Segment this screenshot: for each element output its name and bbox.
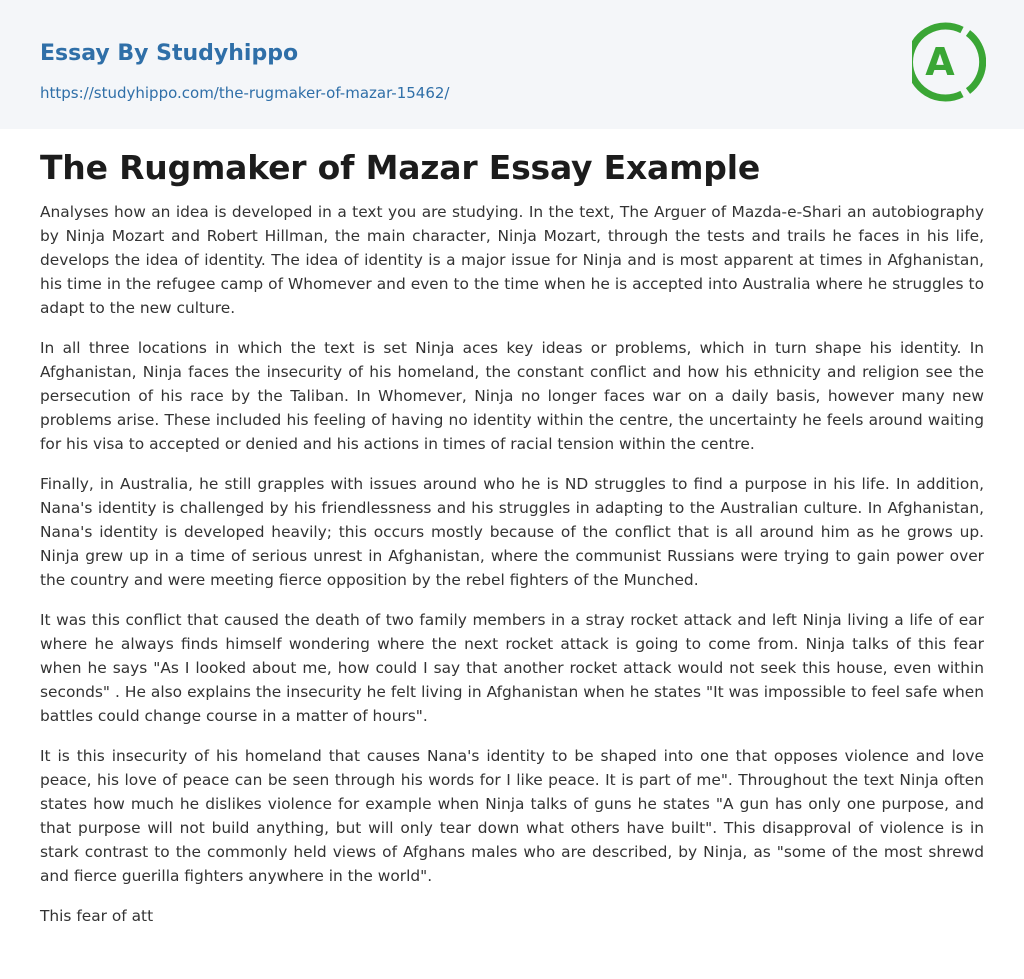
article-paragraph: It was this conflict that caused the death of two family members in a stray rocket attack and left Ninja living a life of ear where he always finds himself wondering where the next rocket attack is going to come from. Ninja talks of this fear when he says "As I looked about me, how could I say that another rocket attack would not seek this house, even within seconds" . He also explains the insecurity he felt living in Afghanistan when he states "It was impossible to feel safe when battles could change course in a matter of hours". [40, 611, 984, 725]
logo-letter: A [925, 40, 955, 84]
site-header [0, 0, 1024, 129]
studyhippo-logo-icon[interactable] [912, 19, 986, 105]
site-brand[interactable]: Essay By Studyhippo [40, 41, 299, 66]
article [40, 146, 984, 944]
article-paragraph: In all three locations in which the text is set Ninja aces key ideas or problems, which in turn shape his identity. In Afghanistan, Ninja faces the insecurity of his homeland, the constant conflict and how his ethnicity and religion see the persecution of his race by the Taliban. In Whomever, Ninja no longer faces war on a daily basis, however many new problems arise. These included his feeling of having no identity within the centre, the uncertainty he feels around waiting for his visa to accepted or denied and his actions in times of racial tension within the centre. [40, 339, 984, 453]
article-paragraph: It is this insecurity of his homeland that causes Nana's identity to be shaped into one that opposes violence and love peace, his love of peace can be seen through his words for I like peace. It is part of me". Throughout the text Ninja often states how much he dislikes violence for example when Ninja talks of guns he states "A gun has only one purpose, and that purpose will not build anything, but will only tear down what others have built". This disapproval of violence is in stark contrast to the commonly held views of Afghans males who are described, by Ninja, as "some of the most shrewd and fierce guerilla fighters anywhere in the world". [40, 747, 984, 885]
article-paragraph: Finally, in Australia, he still grapples with issues around who he is ND struggles to find a purpose in his life. In addition, Nana's identity is challenged by his friendlessness and his struggles in adapting to the Australian culture. In Afghanistan, Nana's identity is developed heavily; this occurs mostly because of the conflict that is all around him as he grows up. Ninja grew up in a time of serious unrest in Afghanistan, where the communist Russians were trying to gain power over the country and were meeting fierce opposition by the rebel fighters of the Munched. [40, 475, 984, 589]
article-paragraph-truncated: This fear of att [40, 907, 154, 925]
page-url-link[interactable]: https://studyhippo.com/the-rugmaker-of-mazar-15462/ [40, 84, 450, 102]
article-paragraph: Analyses how an idea is developed in a text you are studying. In the text, The Arguer of Mazda-e-Shari an autobiography by Ninja Mozart and Robert Hillman, the main character, Ninja Mozart, through the tests and trails he faces in his life, develops the idea of identity. The idea of identity is a major issue for Ninja and is most apparent at times in Afghanistan, his time in the refugee camp of Whomever and even to the time when he is accepted into Australia where he struggles to adapt to the new culture. [40, 203, 984, 317]
article-title: The Rugmaker of Mazar Essay Example [40, 148, 760, 187]
